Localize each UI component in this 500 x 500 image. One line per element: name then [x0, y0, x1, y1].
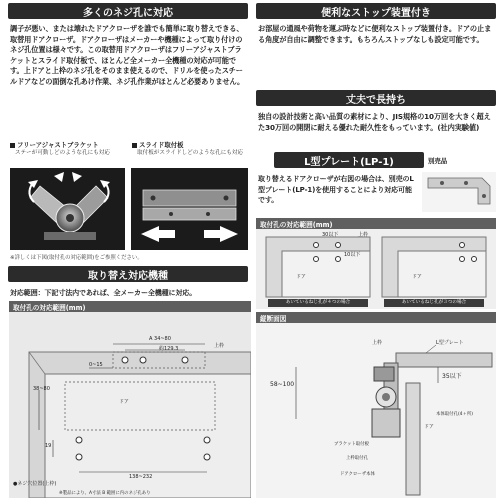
slide-plate-photo [131, 168, 248, 250]
label-cs-body: 本体取付孔(4ヶ所) [436, 412, 473, 417]
label-slide-plate: スライド取付板 [132, 140, 184, 149]
label-free-adjust-bracket: フリーアジャストブラケット [10, 140, 99, 149]
cross-section-panel-title: 縦断面図 [256, 312, 496, 323]
range-text: 対応範囲：下記寸法内であれば、全メーカー全機種に対応。 [10, 289, 197, 297]
banner-l-plate [274, 152, 424, 168]
cross-section-diagram [256, 323, 496, 498]
dim-l-b: 10以下 [344, 252, 361, 258]
l-plate-range-svg [256, 229, 496, 309]
dim-cs-1: 58~100 [270, 381, 295, 388]
dim-b: 約129.3 [159, 346, 179, 352]
label-cs-plate: L型プレート [436, 340, 464, 346]
label-cs-side: 上枠取付孔 [346, 456, 368, 461]
label-cs-top: 上枠 [372, 340, 383, 346]
label-top-frame: 上枠 [214, 343, 225, 349]
label-l-top: 上枠 [358, 232, 369, 238]
banner-durable: 丈夫で長持ち [256, 90, 496, 106]
label-door: ドア [119, 399, 129, 405]
caption-four-holes: あいているねじ孔が４つの場合 [268, 299, 368, 307]
desc-slide-plate: 取付板がスライドしどのような孔にも対応 [137, 150, 244, 156]
dim-a: A 34~80 [149, 336, 171, 342]
dim-c: 0~15 [89, 362, 103, 368]
label-cs-closer: ドアクローザ本体 [340, 472, 375, 477]
l-plate-sold-separately: 別売品 [428, 157, 448, 165]
desc-free-adjust-bracket: ステーが可動しどのような孔にも対応 [15, 150, 110, 156]
banner-compatible-models: 取り替え対応機種 [8, 266, 248, 282]
mount-hole-range-panel-title: 取付孔の対応範囲(mm) [9, 301, 251, 312]
l-plate-title: L型プレート(LP-1) [304, 156, 394, 168]
l-plate-photo [422, 172, 496, 212]
l-plate-text: 取り替えるドアクローザが右図の場合は、別売のL型プレート(LP-1)を使用することにより対応可能です。 [258, 175, 414, 205]
stop-device-text: お部屋の通風や荷物を運ぶ時などに便利なストップ装置付き。ドアの止まる角度が自由に調整できます。もちろんストップなしも設定可能です。 [258, 24, 492, 44]
banner-many-holes: 多くのネジ孔に対応 [8, 3, 248, 19]
banner-stop-device: 便利なストップ装置付き [256, 3, 496, 19]
detail-note: ※詳しくは下図(取付孔の対応範囲)をご参照ください。 [10, 255, 143, 261]
label-l-door: ドア [296, 274, 306, 280]
dim-e: 19 [45, 443, 52, 449]
caption-three-holes: あいているねじ孔が３つの場合 [384, 299, 484, 307]
dim-cs-2: 35以下 [442, 373, 462, 380]
label-cs-door: ドア [424, 424, 434, 430]
bracket-photo-illustration [10, 168, 125, 250]
mount-hole-diagram-svg [9, 312, 251, 498]
legend-screw-hole: ●ネジ穴位置(上枠) [13, 481, 57, 487]
dim-l-a: 30以下 [322, 232, 339, 238]
l-plate-illustration [422, 172, 496, 212]
square-bullet-icon [132, 143, 137, 148]
dim-d: 38~80 [33, 386, 50, 392]
bracket-photo [10, 168, 125, 250]
l-plate-range-panel-title: 取付孔の対応範囲(mm) [256, 218, 496, 229]
label-cs-bracket: ブラケット取付板 [334, 442, 369, 447]
legend-note: ※製品により、A寸法 B 範囲に内のネジ孔あり [59, 491, 151, 496]
dim-f: 138~232 [129, 474, 153, 480]
label-l-door-2: ドア [412, 274, 422, 280]
l-plate-range-diagram [256, 229, 496, 309]
durable-text: 独自の設計技術と高い品質の素材により、JIS規格の10万回を大きく超えた30万回の開閉に耐える優れた耐久性をもっています。(社内実験値) [258, 112, 491, 132]
mount-hole-range-diagram [9, 312, 251, 498]
square-bullet-icon [10, 143, 15, 148]
slide-plate-illustration [131, 168, 248, 250]
intro-paragraph: 調子が悪い、または壊れたドアクローザを誰でも簡単に取り替えできる、取替用ドアクローザ。ドアクローザはメーカーや機種によって取り付けのネジ孔位置は様々です。この取替用ドアクローザはフリーアジャストブラケットとスライド取付板で、ほとんど全メーカー全機種の対応が可能です。上ドアと上枠のネジ孔をそのまま使えるので、ドリルを使ったスチールドアなどの面倒な孔あけ作業、ネジ孔作業がほとんど必要ありません。 [10, 24, 245, 86]
